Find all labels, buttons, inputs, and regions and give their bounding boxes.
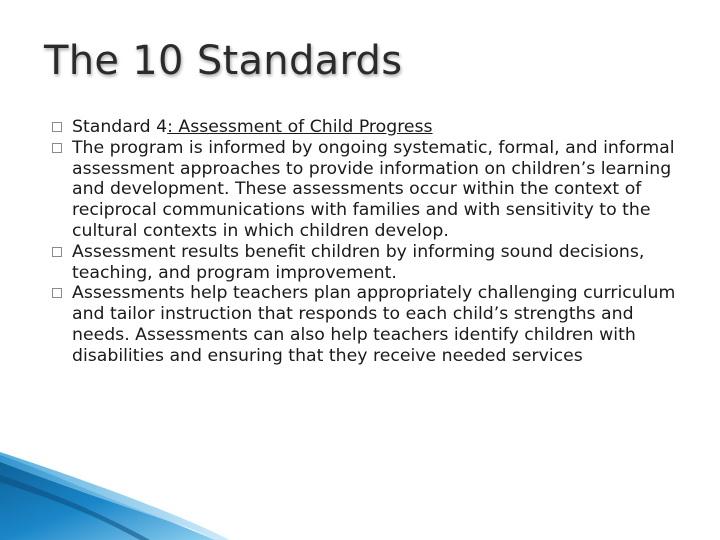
bullet-text-underlined: : Assessment of Child Progress xyxy=(167,117,433,137)
bullet-text: Assessment results benefit children by informing sound decisions, teaching, and program improvement. xyxy=(72,241,645,283)
slide-title: The 10 Standards xyxy=(44,38,403,84)
bullet-text: Assessments help teachers plan appropriately challenging curriculum and tailor instruction that responds to each child’s strengths and needs. Assessments can also help teachers identify children with disabilities and ensuring that they receive needed services xyxy=(72,283,676,366)
bullet-text-prefix: Standard 4 xyxy=(72,117,168,137)
bullet-text: The program is informed by ongoing systematic, formal, and informal assessment approaches to provide information on children’s learning and development. These assessments occur within the context of reciprocal communications with families and with sensitivity to the cultural contexts in which children develop. xyxy=(72,137,675,241)
